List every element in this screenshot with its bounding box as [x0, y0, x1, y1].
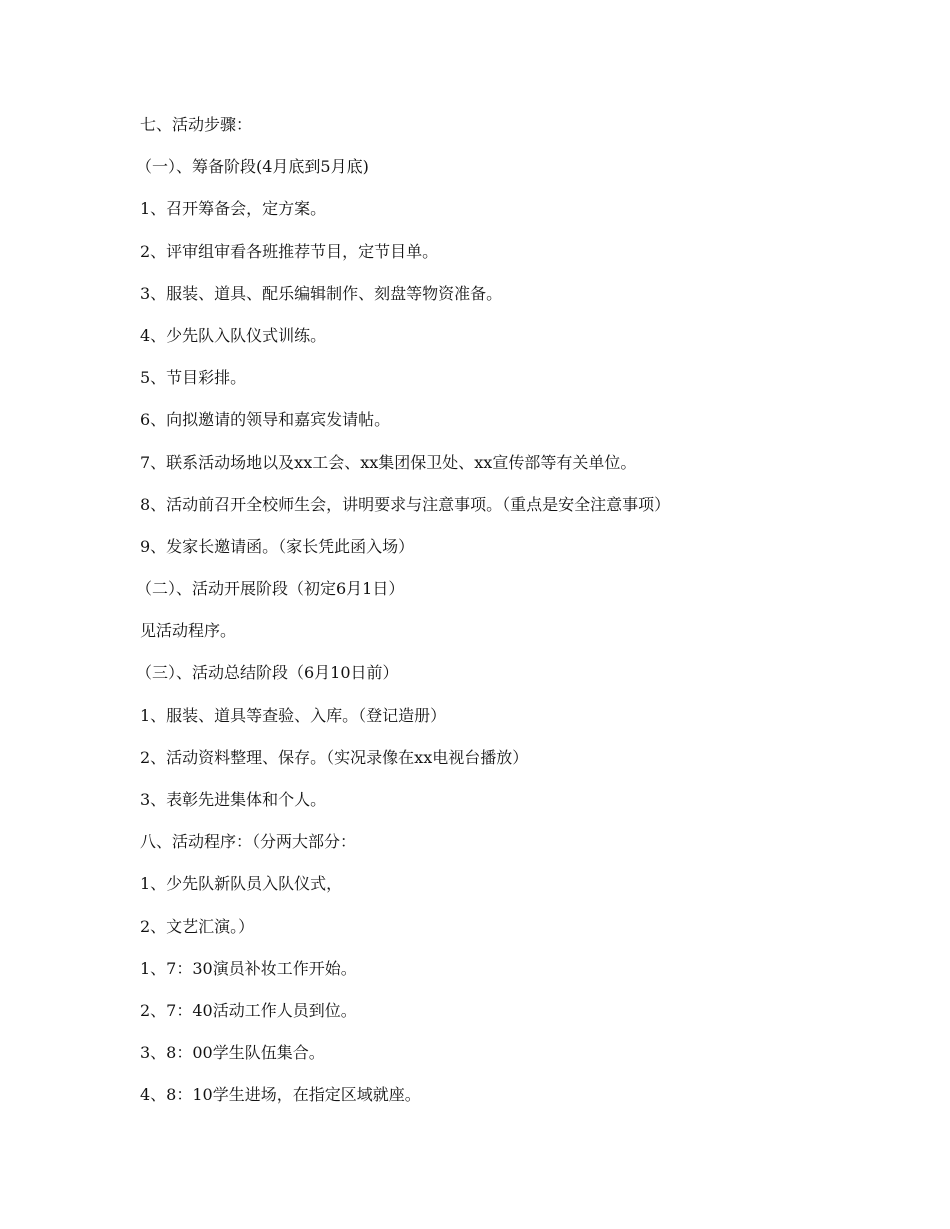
- list-item: 1、少先队新队员入队仪式，: [140, 874, 343, 894]
- schedule-item: 3、8：00学生队伍集合。: [140, 1043, 325, 1063]
- subsection-heading-summary: （三）、活动总结阶段（6月10日前）: [136, 663, 399, 683]
- document-body: [136, 111, 840, 1124]
- list-item: 3、表彰先进集体和个人。: [140, 790, 327, 809]
- section-heading-activity-steps: 七、活动步骤：: [140, 115, 253, 134]
- schedule-item: 1、7：30演员补妆工作开始。: [140, 958, 357, 978]
- list-item: 1、服装、道具等查验、入库。（登记造册）: [140, 705, 447, 725]
- section-heading-activity-program: 八、活动程序：（分两大部分：: [140, 832, 357, 852]
- list-item: 2、文艺汇演。）: [140, 916, 255, 936]
- schedule-item: 2、7：40活动工作人员到位。: [140, 1000, 357, 1020]
- list-item: 2、活动资料整理、保存。（实况录像在xx电视台播放）: [140, 747, 529, 767]
- list-item: 1、召开筹备会，定方案。: [140, 199, 327, 219]
- list-item: 6、向拟邀请的领导和嘉宾发请帖。: [140, 410, 391, 430]
- list-item: 3、服装、道具、配乐编辑制作、刻盘等物资准备。: [140, 283, 503, 303]
- list-item: 8、活动前召开全校师生会，讲明要求与注意事项。（重点是安全注意事项）: [140, 494, 671, 514]
- schedule-item: 4、8：10学生进场，在指定区域就座。: [140, 1085, 421, 1105]
- list-item: 2、评审组审看各班推荐节目，定节目单。: [140, 241, 439, 261]
- list-item: 5、节目彩排。: [140, 368, 247, 388]
- paragraph: 见活动程序。: [140, 621, 237, 641]
- list-item: 4、少先队入队仪式训练。: [140, 325, 327, 345]
- subsection-heading-preparation: （一）、筹备阶段(4月底到5月底): [136, 157, 369, 177]
- list-item: 7、联系活动场地以及xx工会、xx集团保卫处、xx宣传部等有关单位。: [140, 452, 637, 472]
- subsection-heading-execution: （二）、活动开展阶段（初定6月1日）: [136, 579, 405, 599]
- list-item: 9、发家长邀请函。（家长凭此函入场）: [140, 536, 415, 556]
